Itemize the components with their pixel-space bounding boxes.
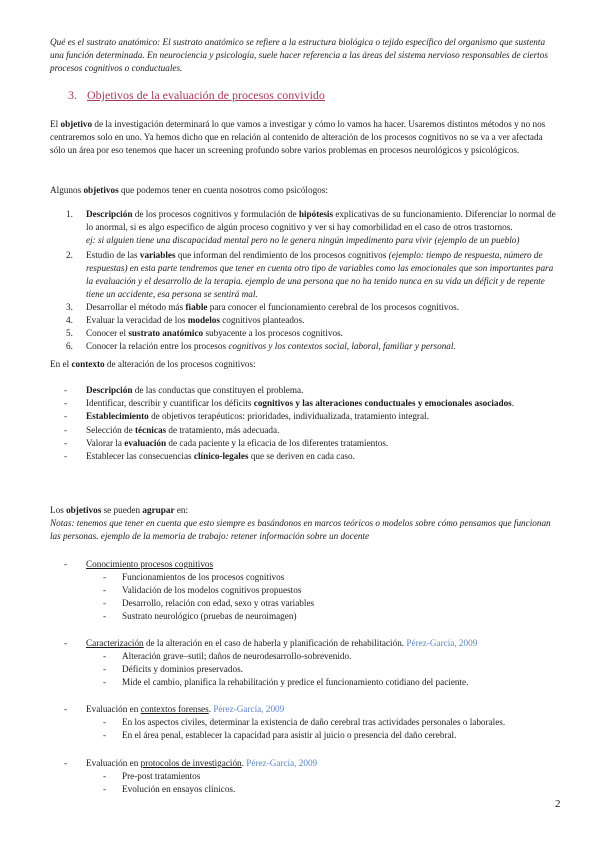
objective-note: ej: si alguien tiene una discapacidad mental pero no le genera ningún impedimento para vivir (ejemplo de un pueblo): [86, 235, 520, 245]
list-item: 1. Descripción de los procesos cognitivos y formulación de hipótesis explicativas de su funcionamiento. Diferenciar lo normal de lo anormal, si es algo específico de algún proceso cognitivo y ver si hay comorbilidad en el caso de otros trastornos. ej: si alguien tiene una discapacidad mental pero no le genera ningún impedimento para vivir (ejemplo de un pueblo): [50, 208, 560, 247]
citation: Pérez-García, 2009: [243, 758, 318, 768]
section-number: 3.: [68, 88, 77, 102]
paragraph-grouping: Los objetivos se pueden agrupar en:: [50, 505, 189, 515]
list-item: 3. Desarrollar el método más fiable para conocer el funcionamiento cerebral de los procesos cognitivos.: [66, 302, 459, 312]
list-item: - Identificar, describir y cuantificar los déficits cognitivos y las alteraciones conductuales y emocionales asociados.: [64, 398, 515, 409]
group-research: - Evaluación en protocolos de investigación. Pérez-García, 2009 - Pre-post tratamientos - Evolución en ensayos clínicos.: [64, 758, 318, 794]
page-number: 2: [555, 798, 561, 810]
list-item: - Establecer las consecuencias clínico-legales que se deriven en cada caso.: [64, 451, 355, 462]
paragraph-objective: El objetivo de la investigación determinará lo que vamos a investigar y cómo lo vamos ha hacer. Usaremos distintos métodos y no nos centraremos solo en uno. Ya hemos dicho que en relación al contenido de alteración de los procesos cognitivos no se va a ver afectada sólo un área por eso tenemos que hacer un screening profundo sobre varios problemas en procesos neurológicos y psicológicos.: [50, 119, 546, 155]
section-title: Objetivos de la evaluación de procesos convivido: [87, 88, 325, 102]
list-item: 4. Evaluar la veracidad de los modelos cognitivos planteados.: [66, 315, 305, 325]
context-list: [50, 384, 560, 463]
section-heading: [68, 88, 325, 103]
objectives-list: [50, 208, 560, 353]
citation: Pérez-García, 2009: [404, 638, 478, 648]
group-knowledge: - Conocimiento procesos cognitivos - Funcionamientos de los procesos cognitivos - Validación de los modelos cognitivos propuestos - Desarrollo, relación con edad, sexo y otras variables - Sustrato neurológico (pruebas de neuroimagen): [64, 559, 315, 621]
grouping-note: Notas: tenemos que tener en cuenta que esto siempre es basándonos en marcos teóricos o modelos sobre cómo pensamos que funcionan las personas. ejemplo de la memoria de trabajo: retener información sobre un docente: [50, 518, 551, 541]
group-characterization: - Caracterización de la alteración en el caso de haberla y planificación de rehabilitación. Pérez-García, 2009 - Alteración grave–sutil; daños de neurodesarrollo-sobrevenido. - Déficits y dominios preservados. - Mide el cambio, planifica la rehabilitación y predice el funcionamiento cotidiano del paciente.: [64, 638, 478, 687]
list-item: - Descripción de las conductas que constituyen el problema.: [64, 385, 304, 395]
list-item: 2. Estudio de las variables que informan del rendimiento de los procesos cognitivos (ejemplo: tiempo de respuesta, número de respuestas) en esta parte tendremos que tener en cuenta otro tipo de variables como las emocionales que son importantes para la evaluación y el desarrollo de la terapia. ejemplo de una persona que no ha tenido nunca en su vida un déficit y de repente tiene un accidente, esa persona se sentirá mal.: [66, 250, 554, 299]
list-item: 6. Conocer la relación entre los procesos cognitivos y los contextos social, laboral, familiar y personal.: [66, 341, 456, 351]
paragraph-some-objectives: Algunos objetivos que podemos tener en cuenta nosotros como psicólogos:: [50, 185, 328, 195]
group-forensic: - Evaluación en contextos forenses. Pérez-García, 2009 - En los aspectos civiles, determinar la existencia de daño cerebral tras actividades personales o laborales. - En el área penal, establecer la capacidad para asistir al juicio o presencia del daño cerebral.: [64, 704, 506, 740]
list-item: - Selección de técnicas de tratamiento, más adecuada.: [64, 424, 280, 435]
list-item: - Valorar la evaluación de cada paciente y la eficacia de los diferentes tratamientos.: [64, 437, 389, 448]
paragraph-context: En el contexto de alteración de los procesos cognitivos:: [50, 359, 256, 369]
list-item: - Establecimiento de objetivos terapéuticos: prioridades, individualizada, tratamiento integral.: [64, 411, 429, 422]
intro-note: Qué es el sustrato anatómico: El sustrato anatómico se refiere a la estructura biológica o tejido específico del organismo que sustenta una función determinada. En neurociencia y psicología, suele hacer referencia a las áreas del sistema nervioso responsables de ciertos procesos cognitivos o conductuales.: [50, 37, 548, 73]
list-item: 5. Conocer el sustrato anatómico subyacente a los procesos cognitivos.: [66, 328, 343, 338]
citation: Pérez-García, 2009: [211, 704, 285, 714]
